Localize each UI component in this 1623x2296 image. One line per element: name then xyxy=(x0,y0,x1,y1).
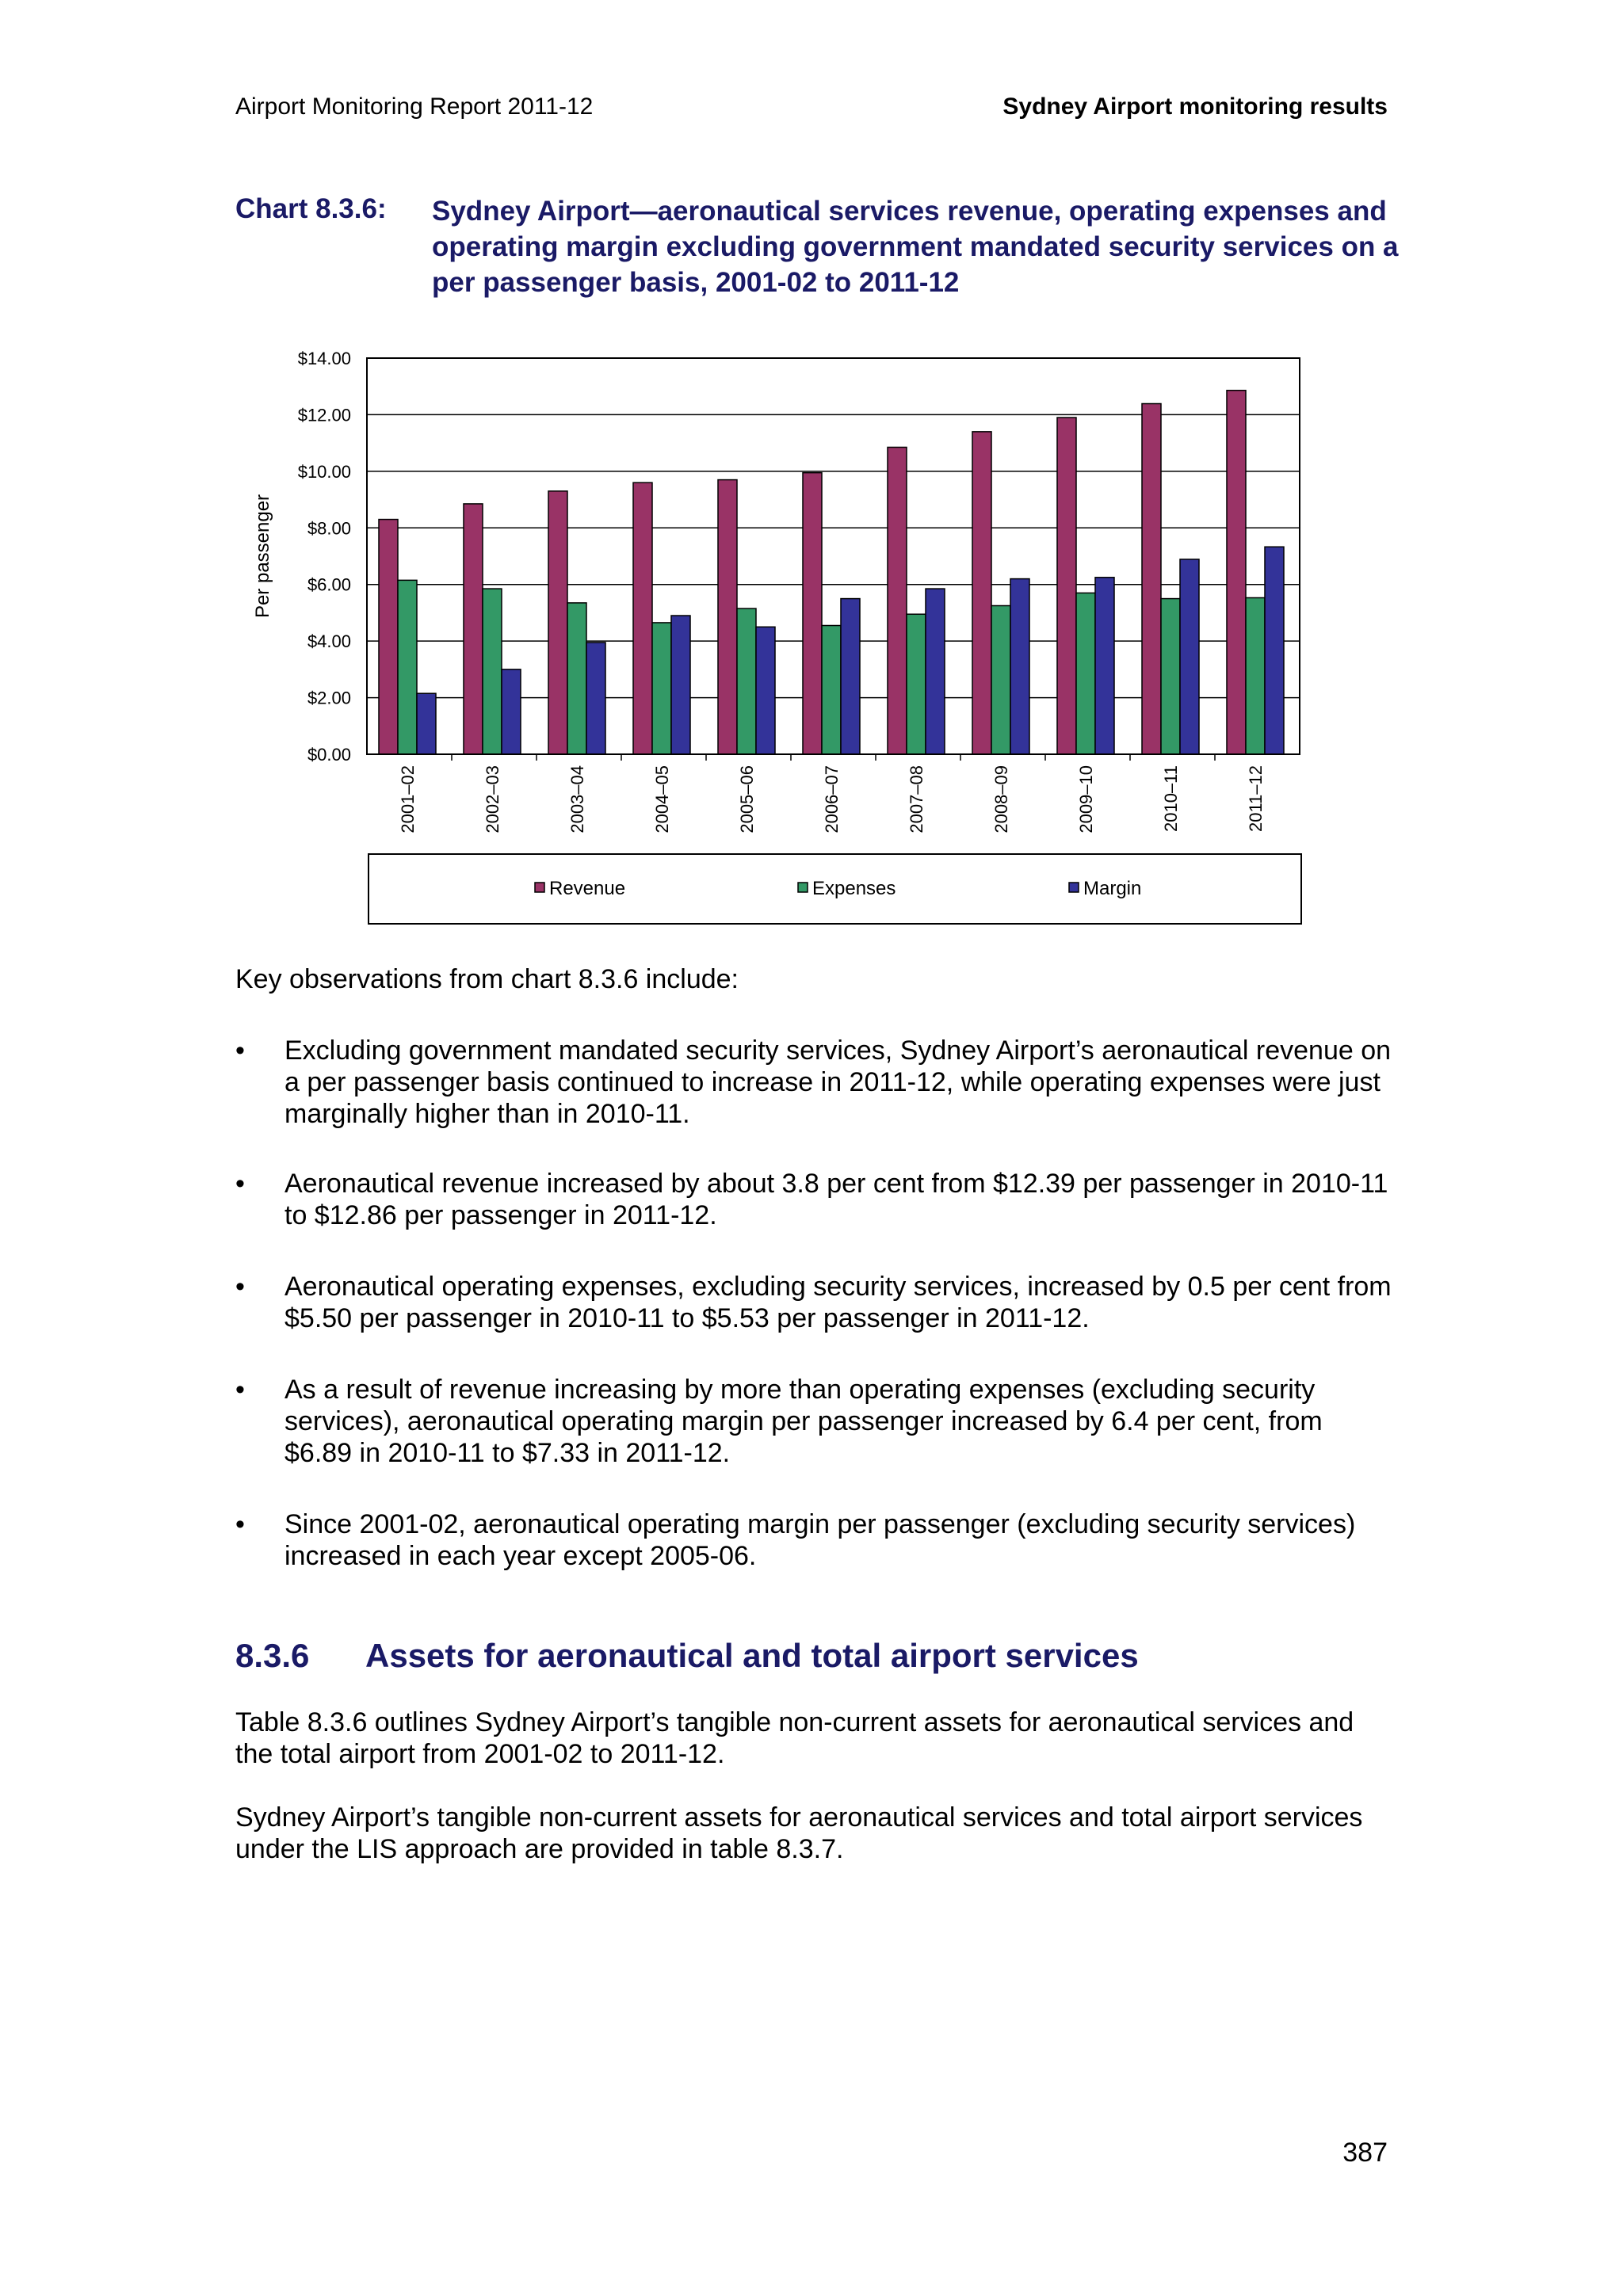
bullet-symbol: • xyxy=(235,1272,245,1302)
legend-swatch-margin xyxy=(1069,883,1079,892)
bar-margin xyxy=(1265,547,1284,754)
bar-margin xyxy=(1095,578,1114,754)
legend-swatch-expenses xyxy=(798,883,808,892)
x-tick-labels xyxy=(398,754,1266,833)
bullet-text: Since 2001-02, aeronautical operating margin per passenger (excluding security services) increased in each year except 2005-06. xyxy=(285,1509,1356,1571)
bar-revenue xyxy=(1142,404,1161,755)
bar-expenses xyxy=(991,606,1010,755)
y-tick-label: $14.00 xyxy=(297,349,351,368)
bar-expenses xyxy=(1161,599,1180,754)
bar-margin xyxy=(926,589,945,754)
y-tick-label: $6.00 xyxy=(307,574,351,595)
bullet-text: Excluding government mandated security services, Sydney Airport’s aeronautical revenue on a per passenger basis continued to increase in 2011-12, while operating expenses were just marginally higher than in 2010-11. xyxy=(285,1035,1392,1129)
x-tick-label: 2007–08 xyxy=(907,765,926,833)
bar-margin xyxy=(671,616,690,754)
bar-revenue xyxy=(548,491,567,754)
x-tick-label: 2009–10 xyxy=(1076,765,1096,833)
bullet-symbol: • xyxy=(235,1169,245,1199)
bullet-symbol: • xyxy=(235,1035,245,1066)
y-tick-label: $12.00 xyxy=(297,405,351,425)
bar-expenses xyxy=(1246,598,1265,755)
x-tick-label: 2001–02 xyxy=(398,765,418,833)
bullet-text: Aeronautical revenue increased by about 3.8 per cent from $12.39 per passenger in 2010-11 to $12.86 per passenger in 2011-12. xyxy=(285,1169,1388,1230)
bar-margin xyxy=(1010,579,1029,754)
x-tick-label: 2003–04 xyxy=(567,765,587,833)
bar-margin xyxy=(756,627,775,754)
bar-revenue xyxy=(1227,391,1246,754)
bar-margin xyxy=(502,669,521,754)
bar-margin xyxy=(841,599,860,754)
page-number: 387 xyxy=(1342,2138,1388,2168)
bullet-symbol: • xyxy=(235,1509,245,1539)
bar-expenses xyxy=(567,603,586,754)
section-heading: Assets for aeronautical and total airport services xyxy=(365,1637,1139,1674)
bar-expenses xyxy=(652,623,671,754)
bar-margin xyxy=(417,693,436,754)
x-tick-label: 2004–05 xyxy=(652,765,672,833)
legend-label: Expenses xyxy=(812,878,896,899)
header-report-title: Airport Monitoring Report 2011-12 xyxy=(235,93,594,120)
legend-label: Margin xyxy=(1083,878,1142,899)
x-tick-label: 2006–07 xyxy=(822,765,842,833)
bar-expenses xyxy=(822,626,841,755)
y-tick-label: $2.00 xyxy=(307,688,351,708)
bar-revenue xyxy=(1057,418,1076,754)
chart-bars xyxy=(379,391,1284,754)
bar-margin xyxy=(1180,559,1199,754)
x-tick-label: 2002–03 xyxy=(483,765,502,833)
x-tick-label: 2011–12 xyxy=(1246,765,1266,833)
bullet-text: As a result of revenue increasing by more than operating expenses (excluding security services), aeronautical operating margin per passenger increased by 6.4 per cent, from $6.89 in 2010-11 to $7.33 in 2011-12. xyxy=(285,1375,1323,1468)
paragraph: Table 8.3.6 outlines Sydney Airport’s tangible non-current assets for aeronautical services and the total airport from 2001-02 to 2011-12. xyxy=(235,1707,1354,1769)
bar-expenses xyxy=(737,608,756,754)
bar-revenue xyxy=(633,482,652,754)
y-tick-label: $8.00 xyxy=(307,518,351,539)
intro-text: Key observations from chart 8.3.6 include: xyxy=(235,964,739,994)
x-tick-label: 2008–09 xyxy=(991,765,1011,833)
legend-label: Revenue xyxy=(549,878,626,899)
bar-chart xyxy=(235,333,1345,935)
x-tick-label: 2010–11 xyxy=(1161,765,1181,833)
bar-revenue xyxy=(888,448,907,755)
bar-expenses xyxy=(398,580,417,754)
bar-margin xyxy=(586,643,605,754)
y-tick-label: $10.00 xyxy=(297,461,351,482)
legend-swatch-revenue xyxy=(535,883,544,892)
y-tick-labels xyxy=(298,349,351,765)
header-section-title: Sydney Airport monitoring results xyxy=(1002,93,1388,120)
bar-expenses xyxy=(1076,593,1095,754)
section-number: 8.3.6 xyxy=(235,1637,310,1674)
y-tick-label: $0.00 xyxy=(307,745,351,765)
x-tick-label: 2005–06 xyxy=(737,765,757,833)
bar-expenses xyxy=(483,589,502,754)
bar-expenses xyxy=(907,614,926,754)
paragraph: Sydney Airport’s tangible non-current assets for aeronautical services and total airport services under the LIS approach are provided in table 8.3.7. xyxy=(235,1802,1363,1864)
bullet-symbol: • xyxy=(235,1375,245,1405)
bar-revenue xyxy=(803,473,822,754)
bar-revenue xyxy=(972,432,991,754)
bullet-text: Aeronautical operating expenses, excluding security services, increased by 0.5 per cent from $5.50 per passenger in 2010-11 to $5.53 per passenger in 2011-12. xyxy=(285,1272,1392,1333)
bar-revenue xyxy=(718,480,737,754)
bar-revenue xyxy=(379,520,398,754)
y-axis-label: Per passenger xyxy=(252,494,273,619)
chart-label: Chart 8.3.6: xyxy=(235,193,387,224)
chart-title: Sydney Airport—aeronautical services revenue, operating expenses and operating margin excluding government mandated security services on a per passenger basis, 2001-02 to 2011-12 xyxy=(432,196,1399,298)
y-tick-label: $4.00 xyxy=(307,631,351,652)
bar-revenue xyxy=(464,504,483,754)
